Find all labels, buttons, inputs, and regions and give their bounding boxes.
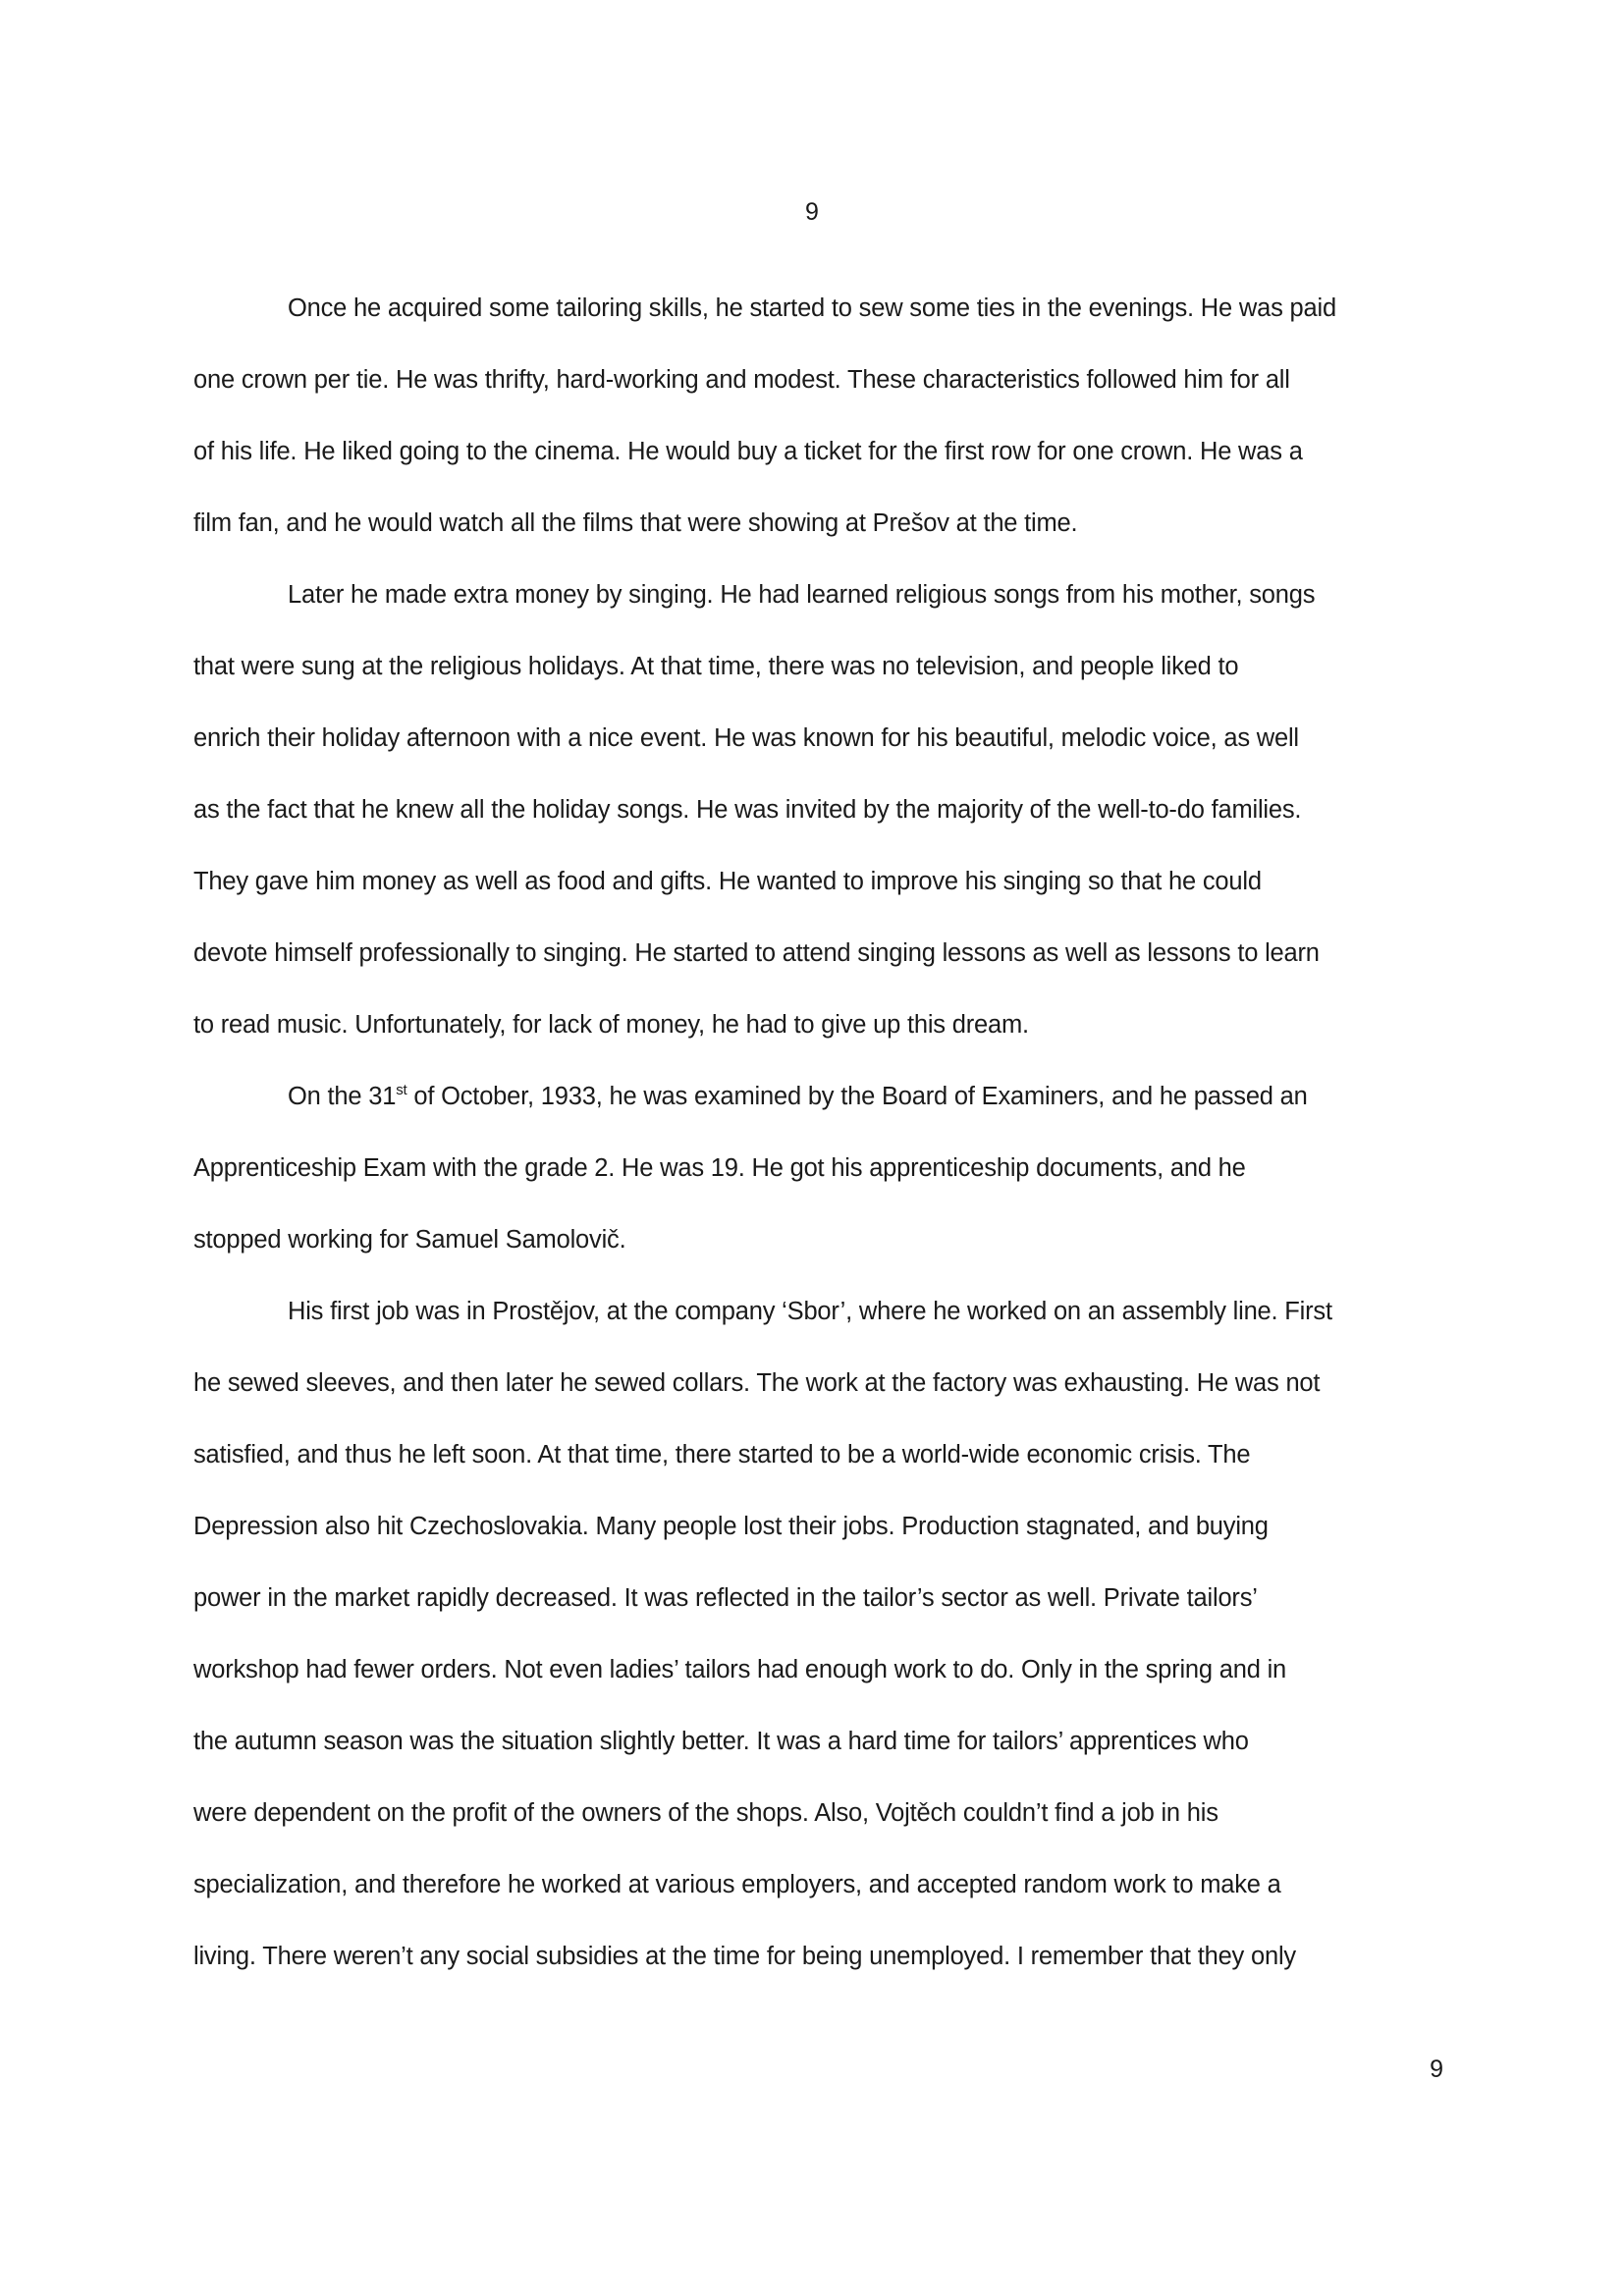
text-line: enrich their holiday afternoon with a nice event. He was known for his beautiful, melodic voice, as well (193, 724, 1299, 752)
page-number-top: 9 (805, 198, 819, 226)
text-line: Depression also hit Czechoslovakia. Many people lost their jobs. Production stagnated, and buying (193, 1513, 1269, 1540)
text-line: stopped working for Samuel Samolovič. (193, 1226, 626, 1254)
text-line: specialization, and therefore he worked at various employers, and accepted random work to make a (193, 1871, 1281, 1898)
text-line: workshop had fewer orders. Not even ladies’ tailors had enough work to do. Only in the spring and in (193, 1656, 1287, 1683)
ordinal-superscript: st (396, 1082, 407, 1098)
text-line: His first job was in Prostějov, at the company ‘Sbor’, where he worked on an assembly line. First (288, 1298, 1332, 1325)
text-line: devote himself professionally to singing. He started to attend singing lessons as well as lessons to learn (193, 939, 1320, 967)
text-line: were dependent on the profit of the owners of the shops. Also, Vojtěch couldn’t find a job in his (193, 1799, 1218, 1827)
text-line: Once he acquired some tailoring skills, he started to sew some ties in the evenings. He was paid (288, 294, 1336, 322)
text-line: one crown per tie. He was thrifty, hard-working and modest. These characteristics followed him for all (193, 366, 1290, 394)
text-line (193, 1079, 1450, 1150)
page-number-bottom: 9 (1430, 2056, 1443, 2083)
text-line: he sewed sleeves, and then later he sewed collars. The work at the factory was exhausting. He was not (193, 1369, 1321, 1397)
text-line: of his life. He liked going to the cinema. He would buy a ticket for the first row for one crown. He was a (193, 438, 1303, 465)
text-line: film fan, and he would watch all the films that were showing at Prešov at the time. (193, 509, 1078, 537)
text-line: the autumn season was the situation slightly better. It was a hard time for tailors’ apprentices who (193, 1728, 1249, 1755)
text-line: Later he made extra money by singing. He had learned religious songs from his mother, songs (288, 581, 1316, 609)
text-line: as the fact that he knew all the holiday songs. He was invited by the majority of the well-to-do families. (193, 796, 1302, 824)
text-line: to read music. Unfortunately, for lack of money, he had to give up this dream. (193, 1011, 1029, 1039)
text-segment: On the 31 (288, 1083, 397, 1110)
text-line: power in the market rapidly decreased. It was reflected in the tailor’s sector as well. Private tailors’ (193, 1584, 1258, 1612)
text-line: living. There weren’t any social subsidies at the time for being unemployed. I remember that they only (193, 1943, 1296, 1970)
text-line: that were sung at the religious holidays. At that time, there was no television, and people liked to (193, 653, 1239, 680)
text-line: satisfied, and thus he left soon. At that time, there started to be a world-wide economic crisis. The (193, 1441, 1251, 1468)
body-text (193, 291, 1450, 2010)
text-segment: of October, 1933, he was examined by the Board of Examiners, and he passed an (406, 1083, 1308, 1110)
text-line: They gave him money as well as food and gifts. He wanted to improve his singing so that he could (193, 868, 1262, 895)
text-line: Apprenticeship Exam with the grade 2. He was 19. He got his apprenticeship documents, and he (193, 1154, 1246, 1182)
